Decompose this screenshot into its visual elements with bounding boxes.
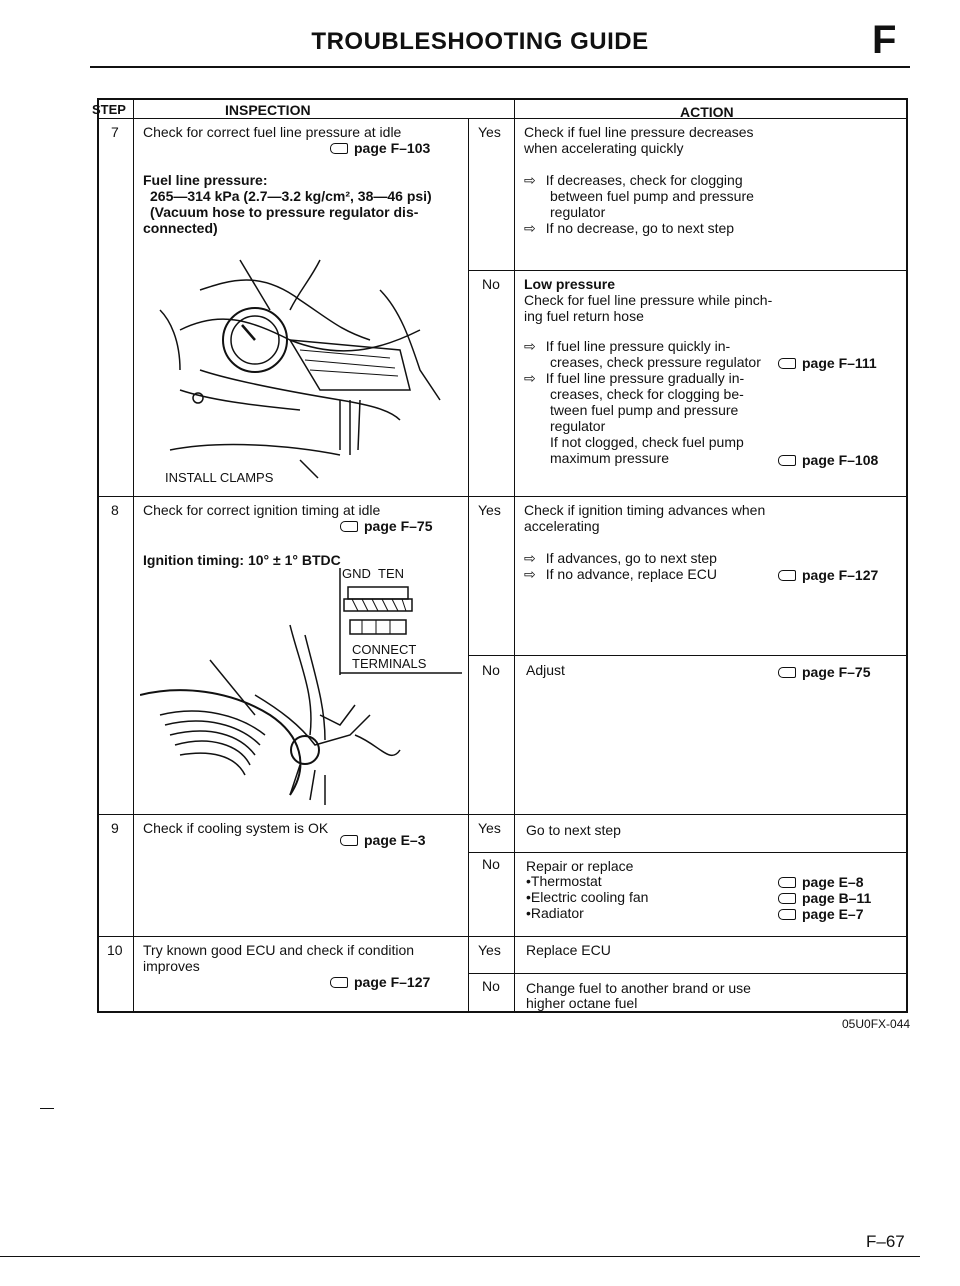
action-text: Adjust [526, 662, 565, 678]
table-border-top [97, 98, 908, 100]
page-reference: page F–111 [778, 355, 877, 371]
pointing-hand-icon [330, 143, 348, 154]
action-text: ing fuel return hose [524, 308, 644, 324]
action-text: Replace ECU [526, 942, 611, 958]
step-number: 9 [111, 820, 119, 836]
action-text: higher octane fuel [526, 995, 638, 1011]
figure-label: TERMINALS [352, 656, 427, 671]
action-item: ⇨ If decreases, check for clogging [524, 172, 743, 188]
action-text: when accelerating quickly [524, 140, 684, 156]
page-reference: page F–127 [778, 567, 878, 583]
action-text: Change fuel to another brand or use [526, 980, 751, 996]
pointing-hand-icon [340, 835, 358, 846]
yesno-divider-8 [468, 655, 908, 656]
action-item-line: creases, check for clogging be- [550, 386, 744, 402]
arrow-right-icon: ⇨ [524, 220, 536, 236]
action-title: Low pressure [524, 276, 616, 292]
row-divider-9-10 [97, 936, 908, 937]
pointing-hand-icon [778, 909, 796, 920]
page-reference: page F–108 [778, 452, 878, 468]
page-reference: page B–11 [778, 890, 871, 906]
page-title: TROUBLESHOOTING GUIDE [311, 28, 649, 55]
pointing-hand-icon [778, 455, 796, 466]
page-reference: page F–75 [778, 664, 870, 680]
row-divider-7-8 [97, 496, 908, 497]
col-header-step: STEP [92, 102, 126, 117]
action-item-line: between fuel pump and pressure [550, 188, 754, 204]
action-item: ⇨ If fuel line pressure quickly in- [524, 338, 731, 354]
action-text: Repair or replace [526, 858, 634, 874]
table-header-rule [97, 118, 908, 119]
action-item-line: tween fuel pump and pressure [550, 402, 739, 418]
pointing-hand-icon [340, 521, 358, 532]
col-header-action: ACTION [680, 104, 734, 120]
action-item-line: creases, check pressure regulator [550, 354, 761, 370]
yesno-divider-7 [468, 270, 908, 271]
action-item-line: If not clogged, check fuel pump [550, 434, 744, 450]
spec-title: Ignition timing: 10° ± 1° BTDC [143, 552, 341, 568]
row-divider-8-9 [97, 814, 908, 815]
action-text: Check if fuel line pressure decreases [524, 124, 754, 140]
header-rule [90, 66, 910, 68]
col-divider-answer [468, 118, 469, 1013]
list-item: •Radiator [526, 905, 584, 921]
list-item: •Thermostat [526, 873, 602, 889]
step-number: 8 [111, 502, 119, 518]
table-border-left [97, 98, 99, 1013]
arrow-right-icon: ⇨ [524, 566, 536, 582]
page-reference: page E–7 [778, 906, 863, 922]
fuel-pressure-gauge-illustration [140, 250, 460, 490]
action-item: ⇨ If fuel line pressure gradually in- [524, 370, 745, 386]
figure-label: INSTALL CLAMPS [165, 470, 274, 485]
arrow-right-icon: ⇨ [524, 172, 536, 188]
footer-rule [0, 1256, 920, 1257]
spec-line: 265—314 kPa (2.7—3.2 kg/cm², 38—46 psi) [150, 188, 432, 204]
page-reference: page F–75 [340, 518, 432, 534]
yes-label: Yes [478, 820, 501, 836]
pointing-hand-icon [778, 358, 796, 369]
arrow-right-icon: ⇨ [524, 370, 536, 386]
pointing-hand-icon [778, 570, 796, 581]
yes-label: Yes [478, 124, 501, 140]
action-item-line: regulator [550, 418, 606, 434]
no-label: No [482, 856, 500, 872]
arrow-right-icon: ⇨ [524, 550, 536, 566]
margin-mark [40, 1108, 54, 1109]
inspection-text: improves [143, 958, 200, 974]
action-text: Check if ignition timing advances when [524, 502, 766, 518]
action-item: ⇨ If no decrease, go to next step [524, 220, 735, 236]
page-reference: page F–103 [330, 140, 430, 156]
action-text: Check for fuel line pressure while pinch- [524, 292, 773, 308]
inspection-text: Check for correct ignition timing at idle [143, 502, 381, 518]
no-label: No [482, 978, 500, 994]
figure-label: CONNECT [352, 642, 417, 657]
col-divider-step [133, 98, 134, 1013]
col-divider-action [514, 98, 515, 1013]
page-reference: page E–3 [340, 832, 425, 848]
pointing-hand-icon [778, 877, 796, 888]
page-reference: page F–127 [330, 974, 430, 990]
inspection-text: Check for correct fuel line pressure at idle [143, 124, 402, 140]
action-item: ⇨ If no advance, replace ECU [524, 566, 717, 582]
yesno-divider-9 [468, 852, 908, 853]
pointing-hand-icon [778, 667, 796, 678]
connector-label-ten: TEN [378, 566, 404, 581]
spec-line: connected) [143, 220, 218, 236]
page-reference: page E–8 [778, 874, 863, 890]
spec-title: Fuel line pressure: [143, 172, 268, 188]
inspection-text: Check if cooling system is OK [143, 820, 329, 836]
arrow-right-icon: ⇨ [524, 338, 536, 354]
action-text: Go to next step [526, 822, 621, 838]
figure-code: 05U0FX-044 [842, 1017, 911, 1031]
yes-label: Yes [478, 942, 501, 958]
connector-label-gnd: GND [342, 566, 371, 581]
action-item-line: regulator [550, 204, 606, 220]
action-item-line: maximum pressure [550, 450, 670, 466]
section-letter: F [872, 18, 897, 62]
no-label: No [482, 662, 500, 678]
step-number: 10 [107, 942, 123, 958]
no-label: No [482, 276, 500, 292]
col-header-inspection: INSPECTION [225, 102, 311, 118]
pointing-hand-icon [330, 977, 348, 988]
list-item: •Electric cooling fan [526, 889, 649, 905]
table-border-bottom [97, 1011, 908, 1013]
spec-line: (Vacuum hose to pressure regulator dis- [150, 204, 419, 220]
action-text: accelerating [524, 518, 600, 534]
inspection-text: Try known good ECU and check if condition [143, 942, 415, 958]
step-number: 7 [111, 124, 119, 140]
pointing-hand-icon [778, 893, 796, 904]
yesno-divider-10 [468, 973, 908, 974]
ignition-timing-illustration [140, 565, 465, 810]
page-number: F–67 [866, 1232, 905, 1251]
action-item: ⇨ If advances, go to next step [524, 550, 717, 566]
yes-label: Yes [478, 502, 501, 518]
table-border-right [906, 98, 908, 1013]
